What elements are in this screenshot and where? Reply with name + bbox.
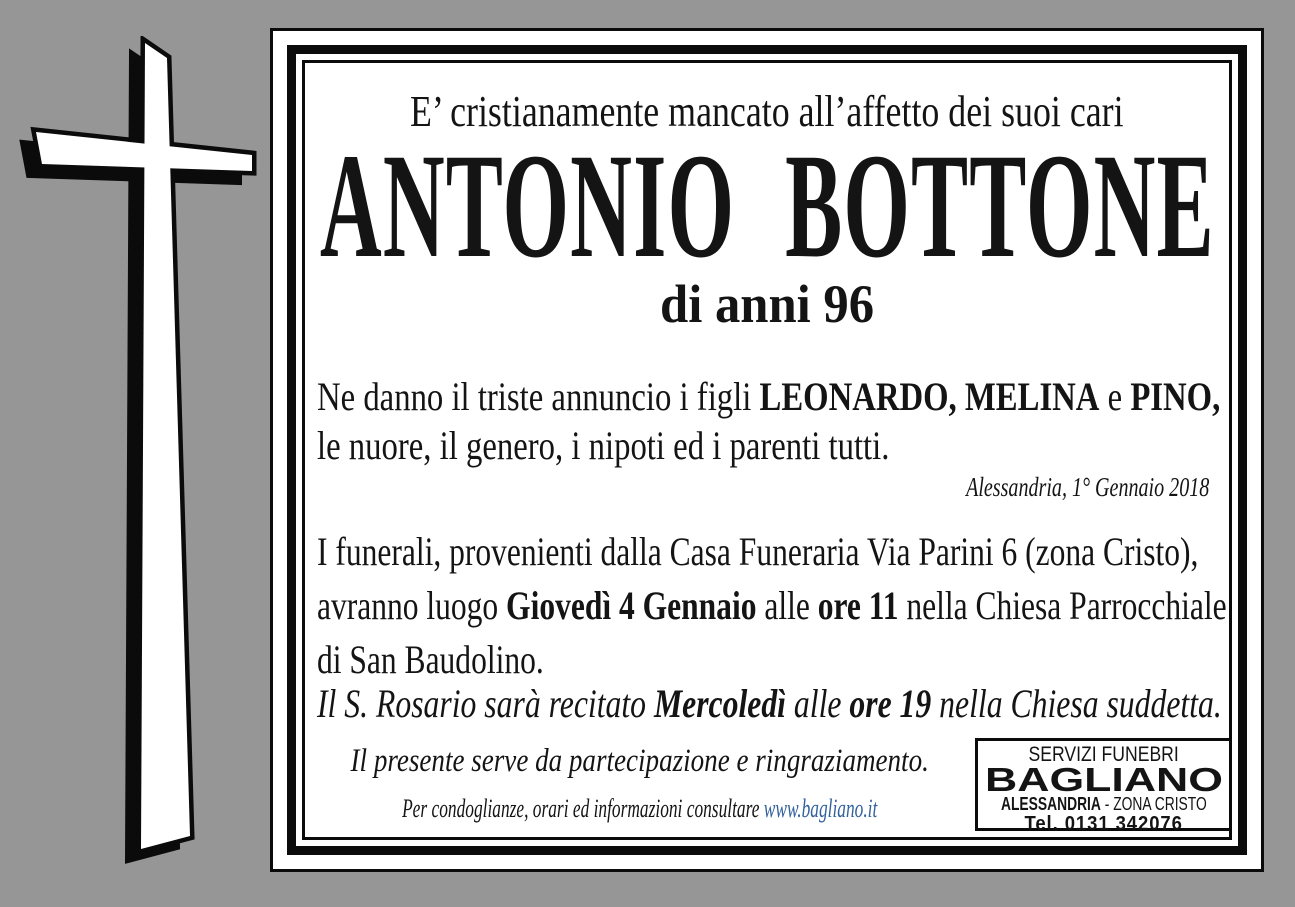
deceased-name: ANTONIO BOTTONE [319,123,1215,289]
cross-icon [18,36,263,876]
family-names: LEONARDO, MELINA [759,374,1100,419]
condolences-text: Per condoglianze, orari ed informazioni consultare [402,794,765,823]
funeral-day: Giovedì 4 Gennaio [506,583,757,628]
funeral-details [317,525,1227,687]
funeral-post: nella Chiesa Parrocchiale [898,583,1227,628]
family-conj: e [1099,374,1131,419]
intro-line: E’ cristianamente mancato all’affetto dei suoi cari [410,87,1124,136]
logo-city-bold: ALESSANDRIA [1001,794,1102,814]
announcement-card [270,28,1264,872]
family-line-2: le nuore, il genero, i nipoti ed i parenti tutti. [317,423,890,468]
funeral-line-2 [317,579,1227,633]
age-line: di anni 96 [659,274,875,334]
family-name2: PINO, [1130,374,1221,419]
rosary-mid: alle [785,681,850,726]
logo-tagline: SERVIZI FUNEBRI [1028,743,1180,766]
card-thick-border [287,45,1247,855]
family-pre: Ne danno il triste annuncio i figli [317,374,760,419]
funeral-time: ore 11 [817,583,899,628]
logo-brand-name: BAGLIANO [985,761,1223,798]
condolences-line [402,794,877,824]
participation-line: Il presente serve da partecipazione e ringraziamento. [350,743,930,779]
logo-city-line [1001,795,1207,814]
place-date-line: Alessandria, 1° Gennaio 2018 [965,472,1209,502]
card-inner [302,60,1232,840]
family-announcement [317,372,1220,470]
funeral-pre: avranno luogo [317,583,507,628]
family-line-1 [317,372,1220,421]
rosary-line [317,681,1222,727]
rosary-post: nella Chiesa suddetta. [931,681,1222,726]
funeral-home-logo [975,738,1232,835]
funeral-line-1: I funerali, provenienti dalla Casa Funeraria Via Parini 6 (zona Cristo), [317,529,1199,574]
rosary-time: ore 19 [849,681,932,726]
website-link[interactable]: www.bagliano.it [764,794,878,823]
logo-city-rest: - ZONA CRISTO [1101,794,1207,814]
rosary-pre: Il S. Rosario sarà recitato [317,681,654,726]
rosary-day: Mercoledì [653,681,786,726]
logo-phone: Tel. 0131 342076 [1024,813,1184,835]
funeral-mid: alle [756,583,818,628]
funeral-line-3: di San Baudolino. [317,637,544,682]
